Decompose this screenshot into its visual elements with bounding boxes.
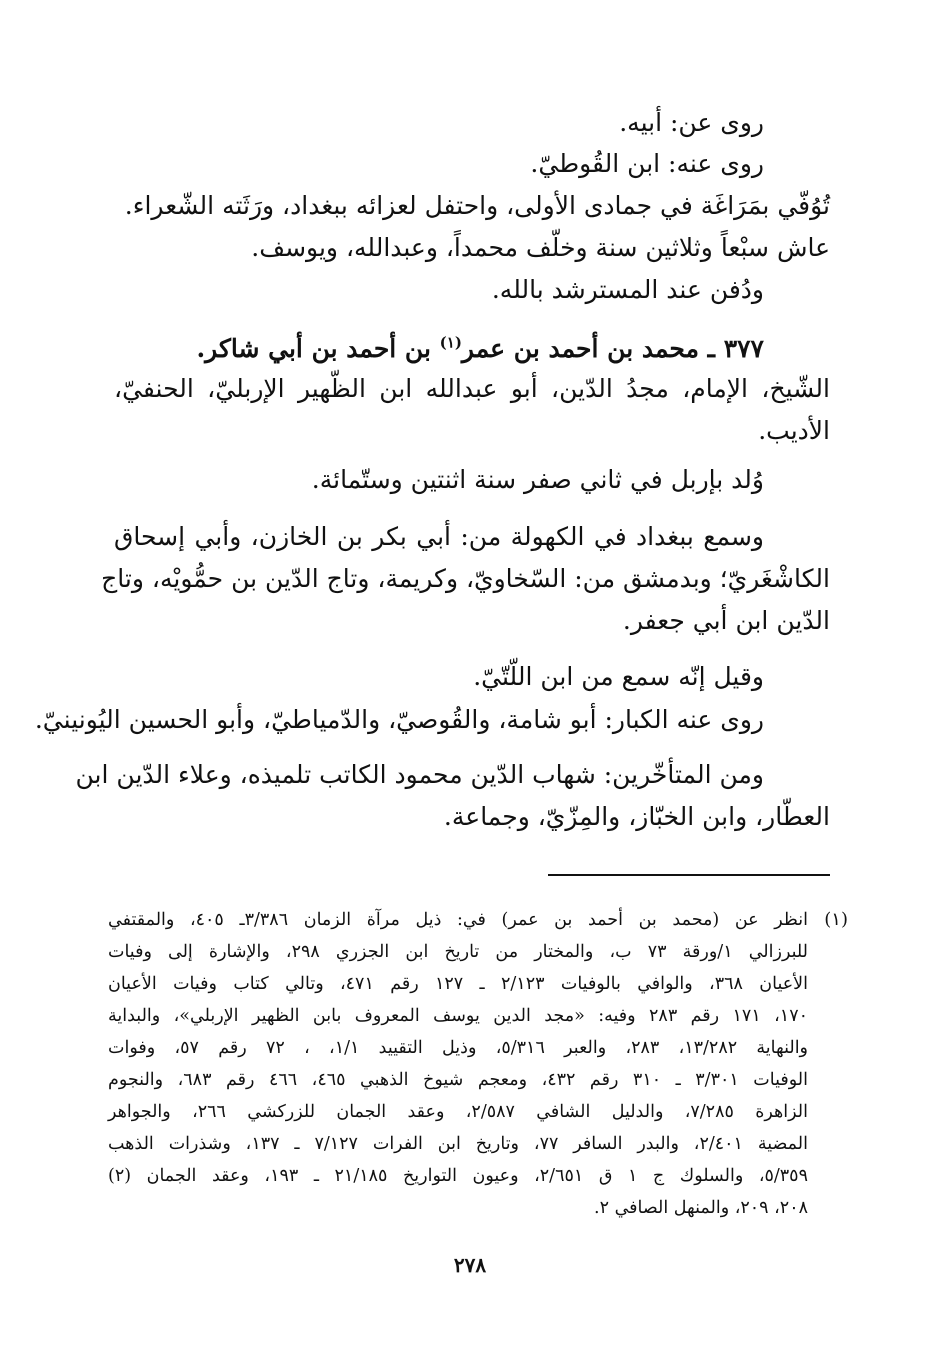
footnote-line: المضية ٢/٤٠١، والبدر السافر ٧٧، وتاريخ ابن الفرات ٧/١٢٧ ـ ١٣٧، وشذرات الذهب	[108, 1134, 808, 1154]
body-line: تُوُفّي بمَرَاغَة في جمادى الأولى، واحتفل لعزائه ببغداد، ورَثَته الشّعراء.	[124, 191, 830, 220]
entry-heading-name: ٣٧٧ ـ محمد بن أحمد بن عمر	[461, 334, 764, 363]
footnote-line: ٥/٣٥٩، والسلوك ج ١ ق ٢/٦٥١، وعيون التواريخ ٢١/١٨٥ ـ ١٩٣، وعقد الجمان (٢)	[108, 1166, 808, 1186]
footnote-line: ٢٠٨، ٢٠٩، والمنهل الصافي ٢.	[594, 1198, 808, 1218]
entry-heading-lineage: بن أحمد بن أبي شاكر.	[196, 334, 440, 363]
entry-line: العطّار، وابن الخبّاز، والمِزّيّ، وجماعة.	[443, 802, 830, 831]
footnote-line: الأعيان ٣٦٨، والوافي بالوفيات ٢/١٢٣ ـ ١٢٧ رقم ٤٧١، وتالي كتاب وفيات الأعيان	[108, 974, 809, 994]
footnote-line: للبرزالي ١/ورقة ٧٣ ب، والمختار من تاريخ ابن الجزري ٢٩٨، والإشارة إلى وفيات	[108, 942, 809, 962]
body-line: روى عنه: ابن القُوطيّ.	[530, 149, 764, 178]
entry-line: الدّين ابن أبي جعفر.	[622, 606, 830, 635]
entry-line: روى عنه الكبار: أبو شامة، والقُوصيّ، والدّمياطيّ، وأبو الحسين اليُونينيّ.	[34, 705, 764, 734]
entry-line: الكاشْغَريّ؛ وبدمشق من: السّخاويّ، وكريمة، وتاج الدّين بن حمُّويْه، وتاج	[101, 564, 830, 593]
entry-line: وقيل إنّه سمع من ابن اللّتّيّ.	[473, 662, 764, 691]
footnote-line: والنهاية ١٣/٢٨٢، ٢٨٣، والعبر ٥/٣١٦، وذيل التقييد ١/١، ، ٧٢ رقم ٥٧، وفوات	[108, 1038, 809, 1058]
entry-line: الشّيخ، الإمام، مجدُ الدّين، أبو عبدالله ابن الظّهير الإربليّ، الحنفيّ،	[114, 374, 830, 403]
footnote-line: انظر عن (محمد بن أحمد بن عمر) في: ذيل مرآة الزمان ٣/٣٨٦ـ ٤٠٥، والمقتفي	[108, 910, 808, 930]
footnote-separator	[548, 874, 830, 876]
footnote-marker: (١)	[439, 333, 462, 352]
entry-line: ومن المتأخّرين: شهاب الدّين محمود الكاتب تلميذه، وعلاء الدّين ابن	[75, 760, 764, 789]
entry-line: الأديب.	[758, 416, 830, 445]
entry-line: وسمع ببغداد في الكهولة من: أبي بكر بن الخازن، وأبي إسحاق	[114, 522, 764, 551]
body-line: ودُفن عند المسترشد بالله.	[491, 275, 764, 304]
entry-heading	[196, 332, 764, 366]
body-line: عاش سبْعاً وثلاثين سنة وخلّف محمداً، وعبدالله، ويوسف.	[251, 233, 830, 262]
footnote-line: ١٧٠، ١٧١ رقم ٢٨٣ وفيه: «مجد الدين يوسف المعروف بابن الظهير الإربلي»، والبداية	[108, 1006, 808, 1026]
footnote-number: (١)	[824, 909, 848, 930]
entry-line: وُلد بإربل في ثاني صفر سنة اثنتين وستّمائة.	[311, 465, 764, 494]
body-line: روى عن: أبيه.	[619, 108, 764, 137]
footnote-line: الوفيات ٣/٣٠١ ـ ٣١٠ رقم ٤٣٢، ومعجم شيوخ الذهبي ٤٦٥، ٤٦٦ رقم ٦٨٣، والنجوم	[108, 1070, 808, 1090]
page-number: ٢٧٨	[453, 1253, 487, 1277]
footnote-line: الزاهرة ٧/٢٨٥، والدليل الشافي ٢/٥٨٧، وعقد الجمان للزركشي ٢٦٦، والجواهر	[108, 1102, 808, 1122]
